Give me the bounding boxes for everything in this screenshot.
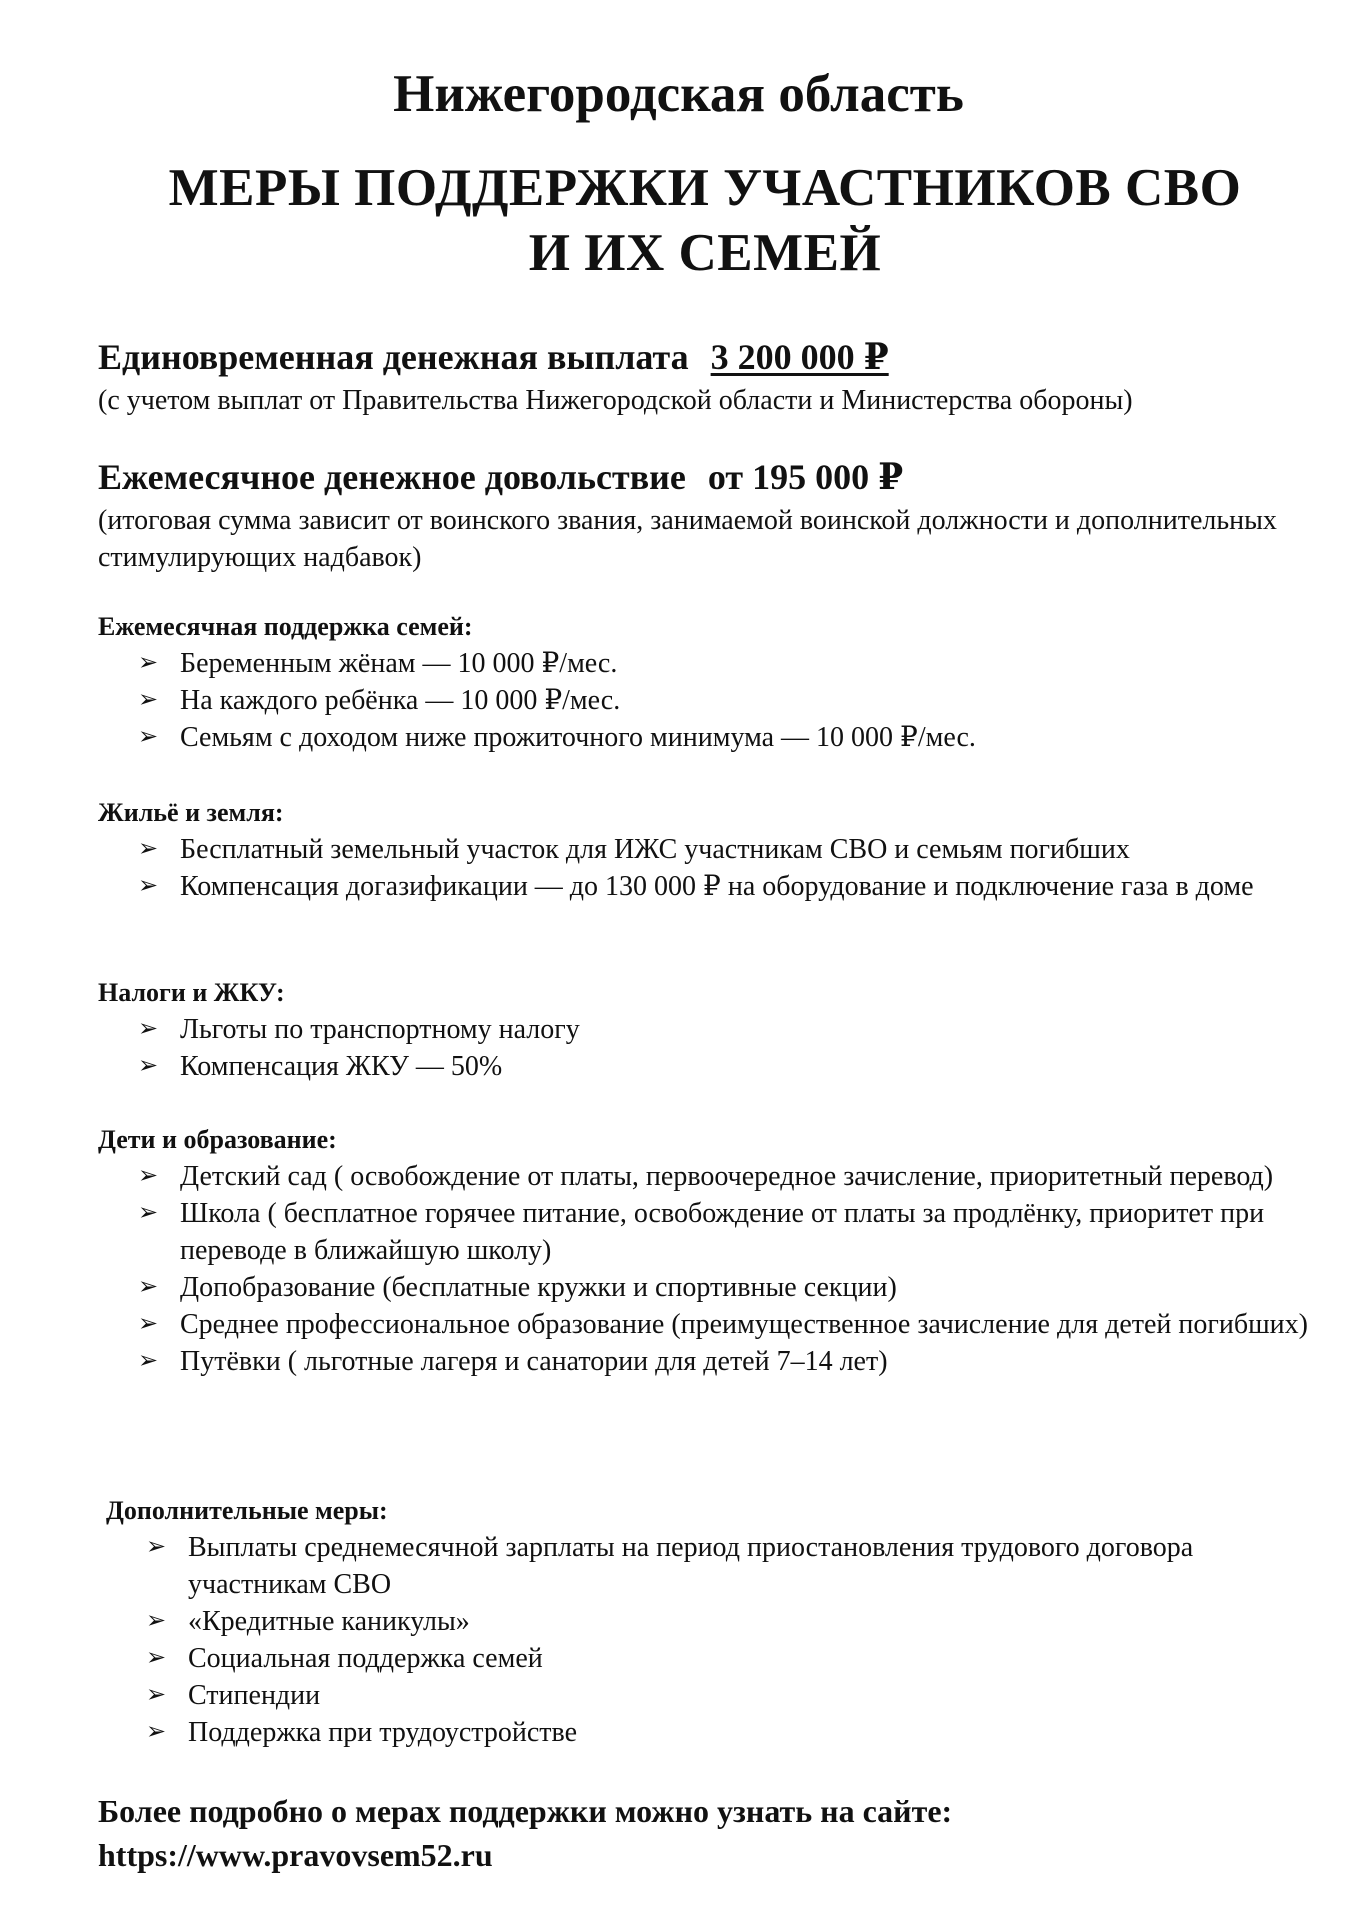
main-title-line-2: И ИХ СЕМЕЙ bbox=[528, 224, 882, 282]
bullet-list bbox=[98, 1011, 1318, 1085]
list-item-text: Поддержка при трудоустройстве bbox=[188, 1717, 578, 1748]
list-item bbox=[98, 719, 1318, 756]
arrowhead-bullet-icon: ➢ bbox=[138, 1163, 159, 1189]
list-item-text: Компенсация догазификации — до 130 000 ₽ на оборудование и подключение газа в доме bbox=[180, 871, 1254, 902]
section-additional-measures bbox=[106, 1493, 1326, 1751]
list-item bbox=[98, 1158, 1318, 1195]
lump-sum-amount: 3 200 000 ₽ bbox=[710, 337, 889, 377]
footer-more-info bbox=[98, 1789, 1318, 1877]
arrowhead-bullet-icon: ➢ bbox=[146, 1608, 167, 1634]
list-item-text: Допобразование (бесплатные кружки и спортивные секции) bbox=[180, 1272, 897, 1303]
main-title-line-1: МЕРЫ ПОДДЕРЖКИ УЧАСТНИКОВ СВО bbox=[168, 159, 1242, 217]
arrowhead-bullet-icon: ➢ bbox=[138, 1311, 159, 1337]
list-item bbox=[98, 868, 1318, 905]
list-item bbox=[98, 831, 1318, 868]
monthly-allowance-line bbox=[98, 454, 1318, 500]
list-item bbox=[98, 645, 1318, 682]
arrowhead-bullet-icon: ➢ bbox=[138, 1053, 159, 1079]
lump-sum-label: Единовременная денежная выплата bbox=[98, 337, 689, 377]
list-item-text: Социальная поддержка семей bbox=[188, 1643, 543, 1674]
section-children-education bbox=[98, 1122, 1318, 1380]
list-item-text: Школа ( бесплатное горячее питание, освобождение от платы за продлёнку, приоритет при переводе в ближайшую школу) bbox=[180, 1198, 1265, 1266]
list-item-text: Беременным жёнам — 10 000 ₽/мес. bbox=[180, 648, 618, 679]
arrowhead-bullet-icon: ➢ bbox=[138, 1200, 159, 1226]
section-housing bbox=[98, 795, 1318, 905]
list-item bbox=[98, 682, 1318, 719]
section-heading: Ежемесячная поддержка семей: bbox=[98, 612, 473, 641]
section-heading: Дети и образование: bbox=[98, 1125, 337, 1154]
list-item bbox=[106, 1603, 1326, 1640]
arrowhead-bullet-icon: ➢ bbox=[138, 724, 159, 750]
list-item bbox=[98, 1195, 1318, 1269]
monthly-allowance-note: (итоговая сумма зависит от воинского звания, занимаемой воинской должности и дополнительных стимулирующих надбавок) bbox=[98, 505, 1277, 573]
arrowhead-bullet-icon: ➢ bbox=[138, 1348, 159, 1374]
list-item-text: Среднее профессиональное образование (преимущественное зачисление для детей погибших) bbox=[180, 1309, 1308, 1340]
bullet-list bbox=[98, 645, 1318, 756]
list-item bbox=[98, 1306, 1318, 1343]
arrowhead-bullet-icon: ➢ bbox=[138, 873, 159, 899]
list-item bbox=[106, 1677, 1326, 1714]
monthly-allowance bbox=[98, 454, 1318, 576]
region-title: Нижегородская область bbox=[393, 65, 964, 123]
arrowhead-bullet-icon: ➢ bbox=[146, 1534, 167, 1560]
list-item bbox=[106, 1714, 1326, 1751]
footer-text: Более подробно о мерах поддержки можно узнать на сайте: bbox=[98, 1793, 953, 1829]
list-item bbox=[98, 1011, 1318, 1048]
bullet-list bbox=[106, 1529, 1326, 1751]
list-item-text: Льготы по транспортному налогу bbox=[180, 1014, 580, 1045]
arrowhead-bullet-icon: ➢ bbox=[138, 1016, 159, 1042]
section-taxes-utilities bbox=[98, 975, 1318, 1085]
arrowhead-bullet-icon: ➢ bbox=[138, 836, 159, 862]
section-heading: Дополнительные меры: bbox=[106, 1496, 388, 1525]
list-item-text: На каждого ребёнка — 10 000 ₽/мес. bbox=[180, 685, 621, 716]
list-item-text: Выплаты среднемесячной зарплаты на период приостановления трудового договора участникам СВО bbox=[188, 1532, 1194, 1600]
lump-sum-note: (с учетом выплат от Правительства Нижегородской области и Министерства обороны) bbox=[98, 385, 1133, 416]
list-item-text: Семьям с доходом ниже прожиточного минимума — 10 000 ₽/мес. bbox=[180, 722, 976, 753]
list-item-text: Путёвки ( льготные лагеря и санатории для детей 7–14 лет) bbox=[180, 1346, 888, 1377]
arrowhead-bullet-icon: ➢ bbox=[138, 650, 159, 676]
list-item bbox=[98, 1269, 1318, 1306]
list-item bbox=[106, 1640, 1326, 1677]
arrowhead-bullet-icon: ➢ bbox=[146, 1682, 167, 1708]
list-item-text: Детский сад ( освобождение от платы, первоочередное зачисление, приоритетный перевод) bbox=[180, 1161, 1274, 1192]
lump-sum-payment bbox=[98, 334, 1318, 419]
main-title bbox=[0, 156, 1357, 286]
section-heading: Налоги и ЖКУ: bbox=[98, 978, 285, 1007]
list-item-text: Компенсация ЖКУ — 50% bbox=[180, 1051, 503, 1082]
lump-sum-line bbox=[98, 334, 1318, 380]
section-family-support bbox=[98, 609, 1318, 756]
website-link[interactable]: https://www.pravovsem52.ru bbox=[98, 1837, 493, 1873]
list-item bbox=[98, 1343, 1318, 1380]
list-item-text: «Кредитные каникулы» bbox=[188, 1606, 470, 1637]
list-item bbox=[106, 1529, 1326, 1603]
arrowhead-bullet-icon: ➢ bbox=[138, 687, 159, 713]
bullet-list bbox=[98, 831, 1318, 905]
list-item-text: Бесплатный земельный участок для ИЖС участникам СВО и семьям погибших bbox=[180, 834, 1130, 865]
bullet-list bbox=[98, 1158, 1318, 1380]
section-heading: Жильё и земля: bbox=[98, 798, 284, 827]
list-item-text: Стипендии bbox=[188, 1680, 321, 1711]
arrowhead-bullet-icon: ➢ bbox=[146, 1645, 167, 1671]
list-item bbox=[98, 1048, 1318, 1085]
arrowhead-bullet-icon: ➢ bbox=[146, 1719, 167, 1745]
arrowhead-bullet-icon: ➢ bbox=[138, 1274, 159, 1300]
monthly-allowance-amount: от 195 000 ₽ bbox=[707, 457, 904, 497]
monthly-allowance-label: Ежемесячное денежное довольствие bbox=[98, 457, 686, 497]
